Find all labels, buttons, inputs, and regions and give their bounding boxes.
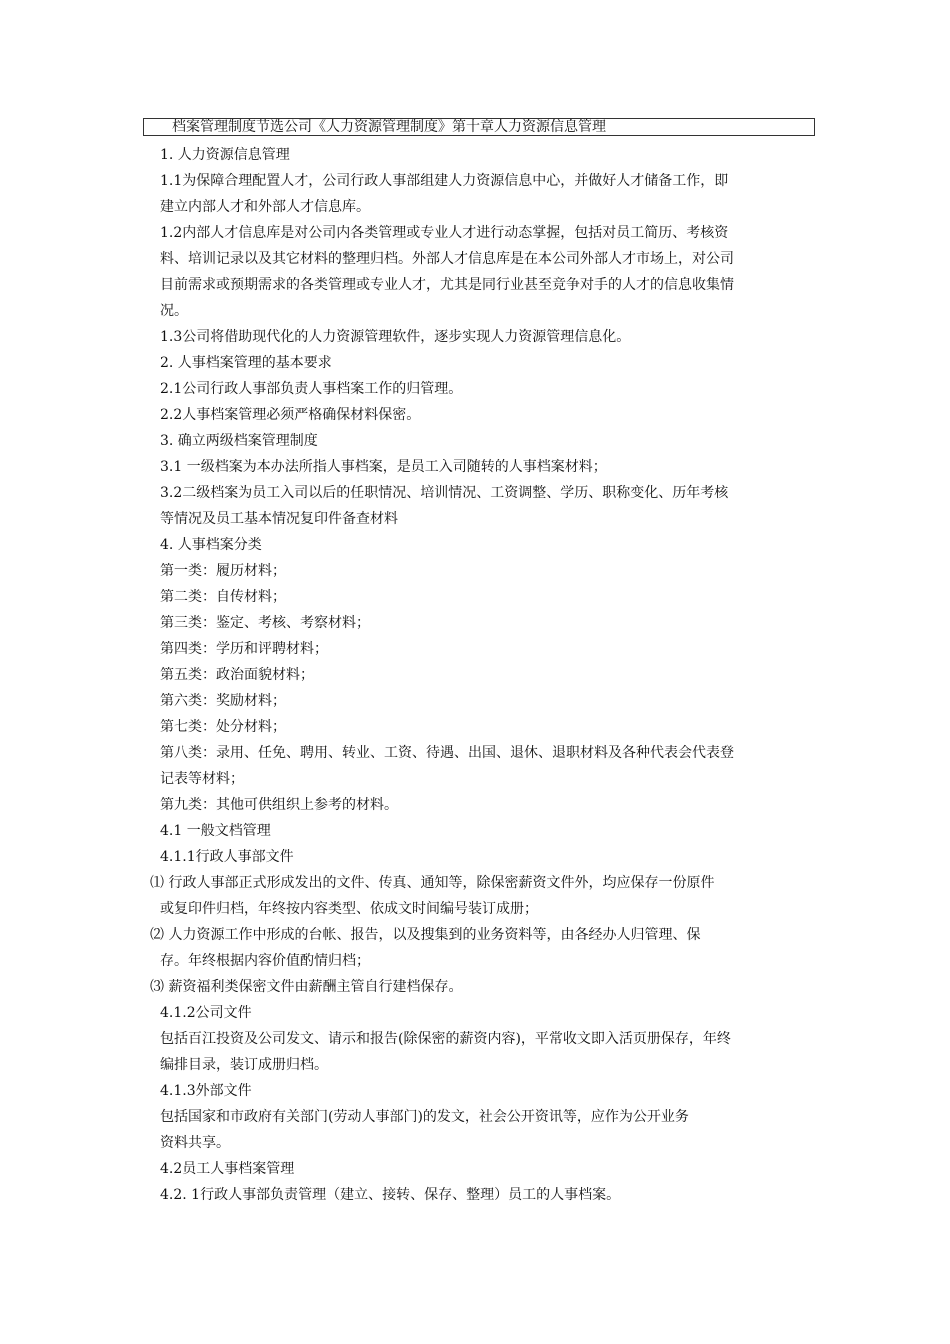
document-title: 档案管理制度节选公司《人力资源管理制度》第十章人力资源信息管理 — [143, 118, 815, 136]
list-item: 第四类：学历和评聘材料； — [160, 641, 328, 657]
subsection-heading: 4.1.2公司文件 — [160, 1005, 252, 1021]
paragraph-line: 1.3公司将借助现代化的人力资源管理软件，逐步实现人力资源管理信息化。 — [160, 329, 631, 345]
paragraph-line: 4.2. 1行政人事部负责管理（建立、接转、保存、整理）员工的人事档案。 — [160, 1187, 621, 1203]
list-item: 第九类：其他可供组织上参考的材料。 — [160, 797, 398, 813]
numbered-item: ⑴ 行政人事部正式形成发出的文件、传真、通知等，除保密薪资文件外，均应保存一份原件 — [150, 875, 715, 891]
subsection-heading: 4.1.3外部文件 — [160, 1083, 252, 1099]
numbered-item: ⑶ 薪资福利类保密文件由薪酬主管自行建档保存。 — [150, 979, 463, 995]
paragraph-line: 等情况及员工基本情况复印件备查材料 — [160, 511, 398, 527]
list-item: 记表等材料； — [160, 771, 244, 787]
paragraph-line: 2.1公司行政人事部负责人事档案工作的归管理。 — [160, 381, 463, 397]
section-heading: 2. 人事档案管理的基本要求 — [160, 355, 332, 371]
paragraph-line: 况。 — [160, 303, 188, 319]
paragraph-line: 存。年终根据内容价值酌情归档； — [160, 953, 370, 969]
list-item: 第六类：奖励材料； — [160, 693, 286, 709]
subsection-heading: 4.1 一般文档管理 — [160, 823, 271, 839]
paragraph-line: 包括百江投资及公司发文、请示和报告(除保密的薪资内容)，平常收文即入活页册保存，年终 — [160, 1031, 731, 1047]
list-item: 第七类：处分材料； — [160, 719, 286, 735]
paragraph-line: 资料共享。 — [160, 1135, 230, 1151]
paragraph-line: 编排目录，装订成册归档。 — [160, 1057, 328, 1073]
subsection-heading: 4.2员工人事档案管理 — [160, 1161, 295, 1177]
paragraph-line: 料、培训记录以及其它材料的整理归档。外部人才信息库是在本公司外部人才市场上，对公司 — [160, 251, 734, 267]
paragraph-line: 3.2二级档案为员工入司以后的任职情况、培训情况、工资调整、学历、职称变化、历年考核 — [160, 485, 729, 501]
list-item: 第一类：履历材料； — [160, 563, 286, 579]
paragraph-line: 1.2内部人才信息库是对公司内各类管理或专业人才进行动态掌握，包括对员工简历、考核资 — [160, 225, 729, 241]
list-item: 第五类：政治面貌材料； — [160, 667, 314, 683]
paragraph-line: 3.1 一级档案为本办法所指人事档案，是员工入司随转的人事档案材料； — [160, 459, 607, 475]
subsection-heading: 4.1.1行政人事部文件 — [160, 849, 294, 865]
list-item: 第二类：自传材料； — [160, 589, 286, 605]
paragraph-line: 1.1为保障合理配置人才，公司行政人事部组建人力资源信息中心，并做好人才储备工作，即 — [160, 173, 729, 189]
paragraph-line: 建立内部人才和外部人才信息库。 — [160, 199, 370, 215]
document-body — [150, 142, 820, 1208]
paragraph-line: 或复印件归档，年终按内容类型、依成文时间编号装订成册； — [160, 901, 538, 917]
numbered-item: ⑵ 人力资源工作中形成的台帐、报告，以及搜集到的业务资料等，由各经办人归管理、保 — [150, 927, 701, 943]
paragraph-line: 目前需求或预期需求的各类管理或专业人才，尤其是同行业甚至竞争对手的人才的信息收集情 — [160, 277, 734, 293]
list-item: 第八类：录用、任免、聘用、转业、工资、待遇、出国、退休、退职材料及各种代表会代表登 — [160, 745, 734, 761]
paragraph-line: 包括国家和市政府有关部门(劳动人事部门)的发文，社会公开资讯等，应作为公开业务 — [160, 1109, 689, 1125]
section-heading: 4. 人事档案分类 — [160, 537, 262, 553]
section-heading: 3. 确立两级档案管理制度 — [160, 433, 318, 449]
section-heading: 1. 人力资源信息管理 — [160, 147, 290, 163]
paragraph-line: 2.2人事档案管理必须严格确保材料保密。 — [160, 407, 421, 423]
list-item: 第三类：鉴定、考核、考察材料； — [160, 615, 370, 631]
